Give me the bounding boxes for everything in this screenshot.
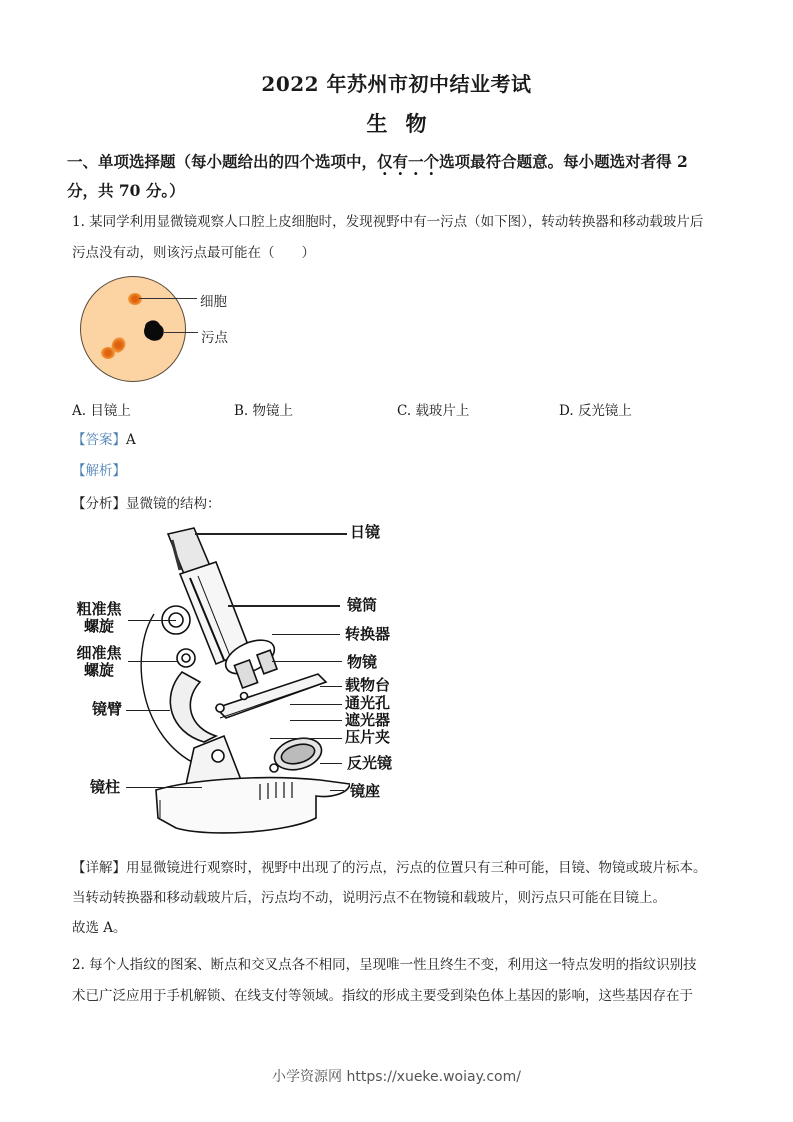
question-1-stem-line2: 污点没有动，则该污点最可能在（ ） [72, 245, 315, 261]
option-b[interactable] [234, 399, 293, 419]
pointer-line [320, 763, 342, 764]
section-heading-line2: 分，共 70 分。） [67, 181, 185, 200]
label-mirror: 反光镜 [347, 754, 393, 772]
question-1-stem-line1: 1. 某同学利用显微镜观察人口腔上皮细胞时，发现视野中有一污点（如下图），转动转换器和移动载玻片后 [72, 214, 704, 230]
question-2-stem-line1: 2. 每个人指纹的图案、断点和交叉点各不相同，呈现唯一性且终生不变，利用这一特点发明的指纹识别技 [72, 957, 697, 973]
option-a[interactable] [72, 399, 131, 419]
pointer-line [270, 738, 342, 739]
label-line: 细准焦 [76, 644, 122, 662]
option-c[interactable] [397, 399, 469, 419]
section-heading [67, 152, 727, 172]
label-eyepiece: 日镜 [350, 523, 381, 541]
exam-title: 2022 年苏州市初中结业考试 [261, 72, 532, 96]
cell-pointer-line [139, 298, 197, 299]
pointer-line [195, 533, 347, 535]
cell-icon [101, 347, 115, 359]
section-heading-post: 选项最符合题意。每小题选对者得 2 [439, 152, 688, 171]
pointer-line [126, 710, 170, 711]
option-text: 目镜上 [90, 403, 131, 419]
option-key: D. [559, 403, 574, 419]
pointer-line [330, 790, 344, 791]
answer-value: A [126, 432, 136, 448]
emphasis-char: 有 [392, 152, 409, 171]
label-line: 粗准焦 [76, 600, 122, 618]
spot-label: 污点 [201, 330, 228, 346]
footer-watermark: 小学资源网 https://xueke.woiay.com/ [272, 1069, 521, 1085]
label-aperture: 通光孔 [345, 694, 391, 712]
label-line: 螺旋 [83, 617, 114, 635]
field-of-view-figure [80, 276, 186, 382]
analysis-line [72, 461, 728, 481]
option-text: 反光镜上 [577, 403, 632, 419]
detail-line2: 当转动转换器和移动载玻片后，污点均不动，说明污点不在物镜和载玻片，则污点只可能在目镜上。 [72, 890, 666, 906]
question-2-stem-line2: 术已广泛应用于手机解锁、在线支付等领域。指纹的形成主要受到染色体上基因的影响，这些基因存在于 [72, 988, 693, 1004]
label-base: 镜座 [350, 782, 381, 800]
cell-label: 细胞 [200, 294, 227, 310]
label-coarse-focus [72, 601, 126, 635]
option-text: 载玻片上 [415, 403, 470, 419]
label-body-tube: 镜筒 [347, 596, 378, 614]
answer-line [72, 430, 728, 450]
label-diaphragm: 遮光器 [345, 711, 391, 729]
label-line: 螺旋 [83, 661, 114, 679]
answer-tag: 【答案】 [72, 432, 126, 448]
conclusion: 故选 A。 [72, 920, 127, 936]
option-key: B. [234, 403, 249, 419]
pointer-line [126, 787, 202, 788]
emphasis-char: 一 [408, 152, 424, 171]
detail-line1 [72, 858, 728, 878]
label-arm: 镜臂 [92, 700, 123, 718]
label-pillar: 镜柱 [90, 778, 121, 796]
analysis-tag: 【解析】 [72, 463, 126, 479]
emphasis-char: 仅 [377, 152, 393, 171]
exam-subject: 生物 [366, 111, 445, 136]
option-text: 物镜上 [252, 403, 294, 419]
pointer-line [228, 605, 340, 607]
label-nosepiece: 转换器 [345, 625, 391, 643]
option-key: A. [72, 403, 87, 419]
label-stage-clip: 压片夹 [345, 728, 391, 746]
spot-pointer-line [164, 332, 198, 333]
pointer-line [272, 661, 342, 662]
option-key: C. [397, 403, 412, 419]
section-heading-pre: 一、单项选择题（每小题给出的四个选项中， [67, 152, 378, 171]
label-fine-focus [72, 645, 126, 679]
fenxi-line [72, 494, 728, 514]
fenxi-tag: 【分析】 [72, 496, 126, 512]
fenxi-text: 显微镜的结构： [126, 496, 221, 512]
microscope-diagram [120, 522, 350, 842]
pointer-line [272, 634, 340, 635]
emphasis-char: 个 [423, 152, 440, 171]
option-d[interactable] [559, 399, 632, 419]
pointer-line [128, 661, 178, 662]
label-objective: 物镜 [347, 653, 378, 671]
pointer-line [320, 686, 342, 687]
pointer-line [128, 620, 176, 621]
detail-tag: 【详解】 [72, 860, 126, 876]
detail-text: 用显微镜进行观察时，视野中出现了的污点，污点的位置只有三种可能，目镜、物镜或玻片标本。 [126, 860, 707, 876]
pointer-line [290, 704, 342, 705]
pointer-line [290, 720, 342, 721]
label-stage: 载物台 [345, 676, 391, 694]
